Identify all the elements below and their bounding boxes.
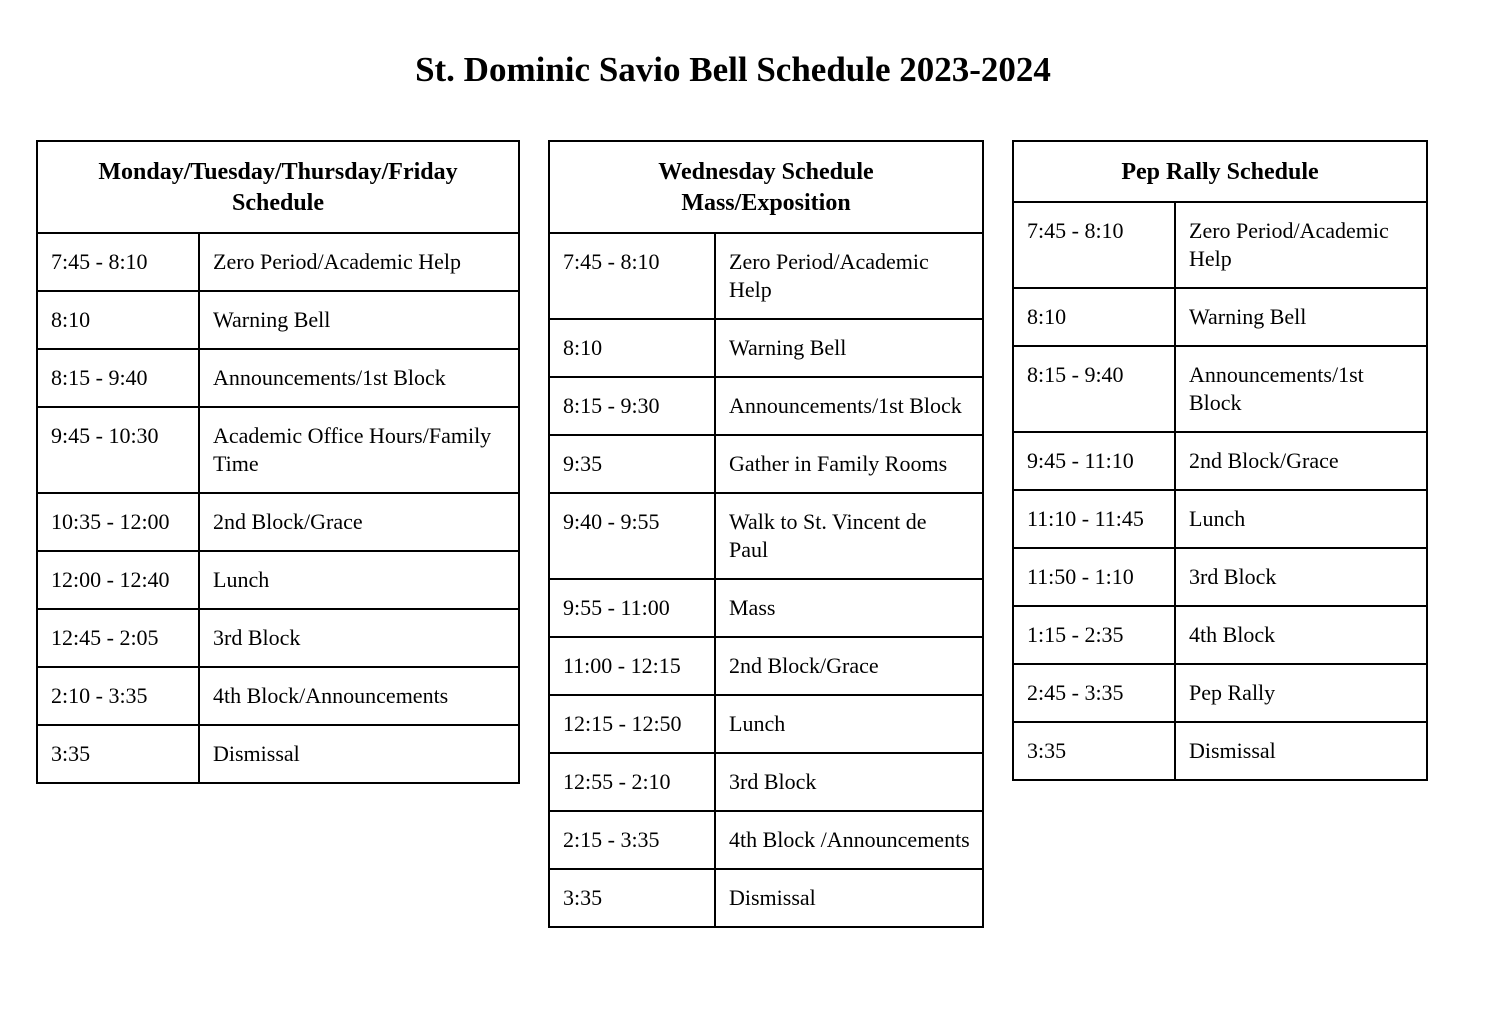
table-row [1013, 432, 1427, 490]
time-cell: 12:15 - 12:50 [549, 695, 715, 753]
table-row [37, 493, 519, 551]
table-row [1013, 548, 1427, 606]
table-row [37, 609, 519, 667]
activity-cell: Dismissal [199, 725, 519, 783]
table-row [549, 233, 983, 319]
activity-cell: Warning Bell [1175, 288, 1427, 346]
time-cell: 12:45 - 2:05 [37, 609, 199, 667]
pep-rally-schedule-table [1012, 140, 1428, 781]
table-row [1013, 664, 1427, 722]
activity-cell: 2nd Block/Grace [1175, 432, 1427, 490]
activity-cell: Gather in Family Rooms [715, 435, 983, 493]
activity-cell: Pep Rally [1175, 664, 1427, 722]
wednesday-schedule-header [549, 141, 983, 233]
time-cell: 1:15 - 2:35 [1013, 606, 1175, 664]
pep-rally-schedule-header: Pep Rally Schedule [1013, 141, 1427, 202]
activity-cell: Lunch [199, 551, 519, 609]
table-row [1013, 202, 1427, 288]
table-row [1013, 722, 1427, 780]
time-cell: 3:35 [1013, 722, 1175, 780]
table-row [37, 551, 519, 609]
time-cell: 8:15 - 9:40 [37, 349, 199, 407]
time-cell: 2:10 - 3:35 [37, 667, 199, 725]
table-row [549, 753, 983, 811]
table-row [549, 435, 983, 493]
time-cell: 9:40 - 9:55 [549, 493, 715, 579]
table-row [37, 291, 519, 349]
activity-cell: 4th Block /Announcements [715, 811, 983, 869]
time-cell: 8:15 - 9:40 [1013, 346, 1175, 432]
activity-cell: Academic Office Hours/Family Time [199, 407, 519, 493]
time-cell: 11:10 - 11:45 [1013, 490, 1175, 548]
table-row [37, 407, 519, 493]
table-row [37, 725, 519, 783]
table-row [1013, 606, 1427, 664]
activity-cell: Mass [715, 579, 983, 637]
time-cell: 3:35 [37, 725, 199, 783]
activity-cell: 3rd Block [199, 609, 519, 667]
activity-cell: Warning Bell [715, 319, 983, 377]
activity-cell: Announcements/1st Block [1175, 346, 1427, 432]
table-row [1013, 288, 1427, 346]
activity-cell: Dismissal [1175, 722, 1427, 780]
activity-cell: 3rd Block [715, 753, 983, 811]
table-row [37, 667, 519, 725]
activity-cell: 4th Block/Announcements [199, 667, 519, 725]
mttf-schedule-table [36, 140, 520, 784]
header-line: Mass/Exposition [681, 190, 851, 216]
time-cell: 12:55 - 2:10 [549, 753, 715, 811]
table-row [549, 695, 983, 753]
activity-cell: Warning Bell [199, 291, 519, 349]
activity-cell: Zero Period/Academic Help [1175, 202, 1427, 288]
activity-cell: Walk to St. Vincent de Paul [715, 493, 983, 579]
time-cell: 9:55 - 11:00 [549, 579, 715, 637]
time-cell: 11:50 - 1:10 [1013, 548, 1175, 606]
table-header-row [1013, 141, 1427, 202]
table-header-row [549, 141, 983, 233]
time-cell: 11:00 - 12:15 [549, 637, 715, 695]
header-line: Wednesday Schedule [658, 159, 874, 185]
table-header-row [37, 141, 519, 233]
activity-cell: Zero Period/Academic Help [715, 233, 983, 319]
table-row [549, 869, 983, 927]
time-cell: 3:35 [549, 869, 715, 927]
table-row [549, 377, 983, 435]
activity-cell: Dismissal [715, 869, 983, 927]
table-row [549, 493, 983, 579]
time-cell: 7:45 - 8:10 [1013, 202, 1175, 288]
header-line: Schedule [231, 190, 324, 216]
table-row [1013, 346, 1427, 432]
time-cell: 8:10 [1013, 288, 1175, 346]
activity-cell: Lunch [1175, 490, 1427, 548]
table-row [37, 349, 519, 407]
table-row [549, 811, 983, 869]
activity-cell: Announcements/1st Block [715, 377, 983, 435]
time-cell: 2:45 - 3:35 [1013, 664, 1175, 722]
activity-cell: 2nd Block/Grace [715, 637, 983, 695]
time-cell: 12:00 - 12:40 [37, 551, 199, 609]
activity-cell: Zero Period/Academic Help [199, 233, 519, 291]
mttf-schedule-header [37, 141, 519, 233]
time-cell: 9:35 [549, 435, 715, 493]
activity-cell: Lunch [715, 695, 983, 753]
table-row [37, 233, 519, 291]
table-row [549, 579, 983, 637]
activity-cell: 4th Block [1175, 606, 1427, 664]
time-cell: 9:45 - 11:10 [1013, 432, 1175, 490]
time-cell: 8:10 [549, 319, 715, 377]
table-row [1013, 490, 1427, 548]
activity-cell: Announcements/1st Block [199, 349, 519, 407]
time-cell: 8:10 [37, 291, 199, 349]
time-cell: 10:35 - 12:00 [37, 493, 199, 551]
table-row [549, 319, 983, 377]
wednesday-schedule-table [548, 140, 984, 928]
time-cell: 7:45 - 8:10 [37, 233, 199, 291]
time-cell: 8:15 - 9:30 [549, 377, 715, 435]
header-line: Monday/Tuesday/Thursday/Friday [98, 159, 458, 185]
activity-cell: 2nd Block/Grace [199, 493, 519, 551]
page-title: St. Dominic Savio Bell Schedule 2023-2024 [415, 50, 1051, 89]
time-cell: 7:45 - 8:10 [549, 233, 715, 319]
time-cell: 2:15 - 3:35 [549, 811, 715, 869]
time-cell: 9:45 - 10:30 [37, 407, 199, 493]
table-row [549, 637, 983, 695]
activity-cell: 3rd Block [1175, 548, 1427, 606]
